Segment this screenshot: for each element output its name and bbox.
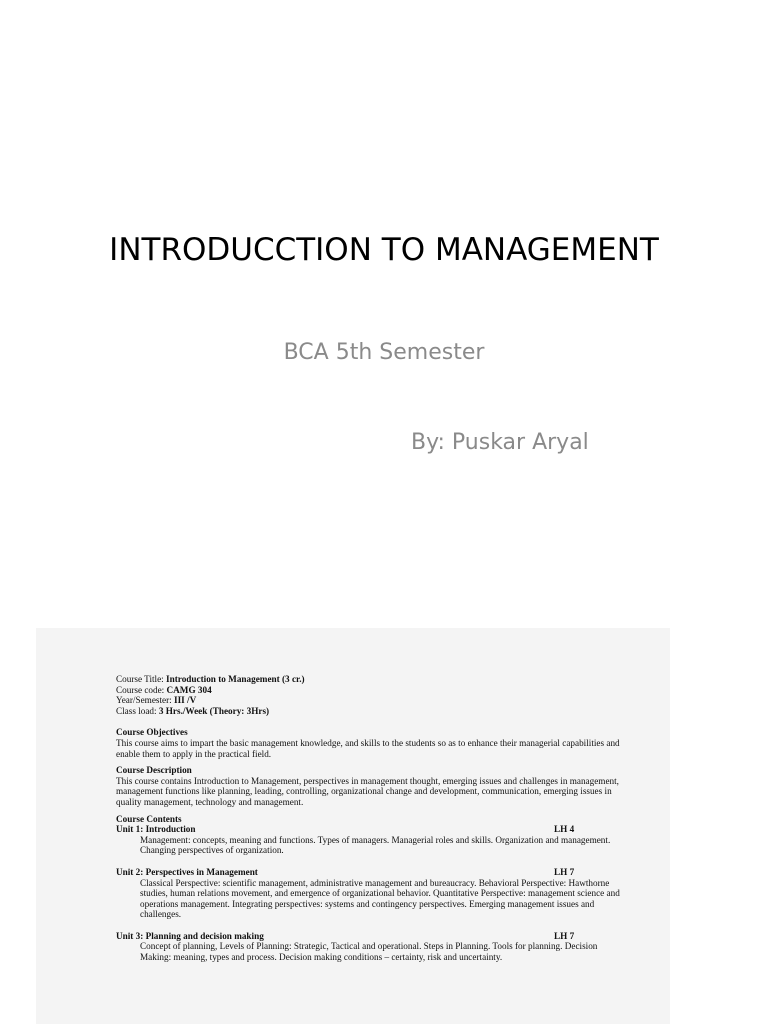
- course-title-label: Course Title:: [116, 674, 167, 684]
- class-load-label: Class load:: [116, 705, 159, 716]
- unit-text: Management: concepts, meaning and functions. Types of managers. Managerial roles and skills. Organization and management. Changing perspectives of organization.: [140, 834, 611, 856]
- unit-header: [116, 931, 628, 942]
- unit-header: [116, 867, 628, 878]
- year-semester-label: Year/Semester:: [116, 695, 175, 706]
- unit-description: [116, 835, 628, 856]
- objectives-text: This course aims to impart the basic management knowledge, and skills to the students so as to enhance their managerial capabilities and enable them to apply in the practical field.: [116, 737, 620, 759]
- objectives-heading: Course Objectives: [116, 727, 188, 738]
- unit-lecture-hours: LH 7: [554, 866, 575, 877]
- class-load-line: [116, 706, 628, 717]
- slide-author: By: Puskar Aryal: [411, 430, 589, 455]
- course-code-line: [116, 685, 628, 696]
- contents-heading: Course Contents: [116, 813, 182, 824]
- course-title-line: [116, 674, 628, 685]
- unit-title: Unit 3: Planning and decision making: [116, 930, 264, 941]
- syllabus-scan-image: [36, 628, 670, 1024]
- slide-title: INTRODUCCTION TO MANAGEMENT: [109, 232, 659, 268]
- unit-title: Unit 2: Perspectives in Management: [116, 866, 258, 877]
- year-semester-line: [116, 695, 628, 706]
- unit-header: [116, 824, 628, 835]
- unit-lecture-hours: LH 4: [554, 824, 575, 835]
- unit-block: [116, 867, 628, 920]
- course-code-label: Course code:: [116, 684, 167, 695]
- unit-text: Concept of planning, Levels of Planning: Strategic, Tactical and operational. Steps in Planning. Tools for planning. Decision Making: meaning, types and process. Decision making conditions – certainty, risk and uncertainty.: [140, 941, 598, 963]
- unit-block: [116, 824, 628, 856]
- unit-title: Unit 1: Introduction: [116, 824, 196, 835]
- description-heading: Course Description: [116, 765, 192, 776]
- course-title-value: Introduction to Management (3 cr.): [166, 674, 305, 684]
- unit-description: [116, 878, 628, 920]
- unit-text: Classical Perspective: scientific management, administrative management and bureaucracy. Behavioral Perspective: Hawthorne studies, human relations movement, and emergence of organizational behavior. Quantitative Perspective: management science and operations management. Integrating perspectives: systems and contingency perspectives. Emerging management issues and challenges.: [140, 877, 620, 920]
- description-text: This course contains Introduction to Management, perspectives in management thought, emerging issues and challenges in management, management functions like planning, leading, controlling, organizational change and development, communication, emerging issues in quality management, technology and management.: [116, 775, 619, 807]
- class-load-value: 3 Hrs./Week (Theory: 3Hrs): [158, 705, 270, 716]
- course-code-value: CAMG 304: [166, 684, 212, 695]
- unit-block: [116, 931, 628, 963]
- year-semester-value: III /V: [174, 695, 197, 706]
- unit-lecture-hours: LH 7: [554, 930, 575, 941]
- syllabus-content: [116, 674, 628, 963]
- slide-subtitle: BCA 5th Semester: [283, 340, 485, 365]
- unit-description: [116, 941, 628, 962]
